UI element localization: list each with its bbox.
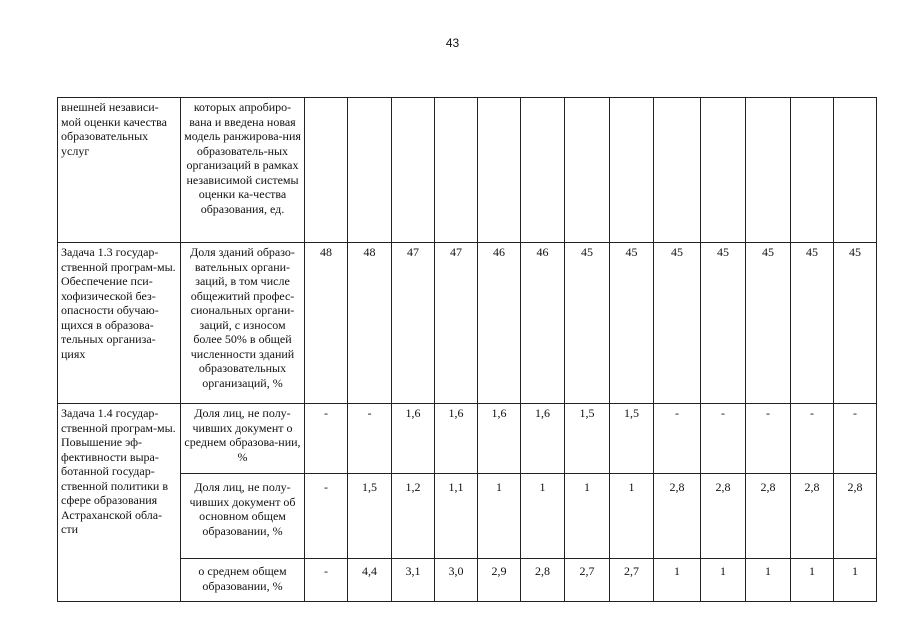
value-cell: 47 [392, 243, 435, 404]
value-cell: 48 [348, 243, 392, 404]
value-cell [654, 98, 701, 243]
value-cell [834, 98, 877, 243]
value-cell: 3,1 [392, 559, 435, 602]
value-cell: - [348, 404, 392, 474]
table-row [58, 474, 877, 559]
value-cell: - [834, 404, 877, 474]
task-cell: внешней независи-мой оценки качества образовательных услуг [58, 98, 181, 243]
value-cell: 2,8 [791, 474, 834, 559]
value-cell [610, 98, 654, 243]
value-cell: 47 [435, 243, 478, 404]
value-cell: - [746, 404, 791, 474]
indicators-table [57, 97, 877, 602]
value-cell: 2,8 [834, 474, 877, 559]
value-cell: 1 [701, 559, 746, 602]
table-row [58, 559, 877, 602]
value-cell: 48 [305, 243, 348, 404]
value-cell: 2,7 [565, 559, 610, 602]
value-cell: 1 [791, 559, 834, 602]
value-cell: 1,5 [565, 404, 610, 474]
value-cell: 1,6 [392, 404, 435, 474]
value-cell [701, 98, 746, 243]
value-cell: 1,1 [435, 474, 478, 559]
value-cell: 1,2 [392, 474, 435, 559]
value-cell: - [654, 404, 701, 474]
value-cell: 1 [565, 474, 610, 559]
value-cell: 1,5 [610, 404, 654, 474]
value-cell: 2,8 [746, 474, 791, 559]
indicator-cell: Доля зданий образо-вательных органи-заций, в том числе общежитий профес-сиональных органи-заций, с износом более 50% в общей численности зданий образовательных организаций, % [181, 243, 305, 404]
value-cell [348, 98, 392, 243]
value-cell: - [305, 404, 348, 474]
table-row [58, 404, 877, 474]
value-cell: 1,5 [348, 474, 392, 559]
indicator-cell: о среднем общем образовании, % [181, 559, 305, 602]
value-cell: 45 [565, 243, 610, 404]
value-cell: 1 [746, 559, 791, 602]
task-cell: Задача 1.4 государ-ственной програм-мы. Повышение эф-фективности выра-ботанной государ-ственной политики в сфере образования Астраханской обла-сти [58, 404, 181, 602]
value-cell: 45 [701, 243, 746, 404]
value-cell: 2,9 [478, 559, 521, 602]
indicator-cell: которых апробиро-вана и введена новая модель ранжирова-ния образователь-ных организаций в рамках независимой системы оценки ка-чества образования, ед. [181, 98, 305, 243]
value-cell [791, 98, 834, 243]
value-cell: 1 [610, 474, 654, 559]
value-cell: 1 [834, 559, 877, 602]
value-cell: 45 [610, 243, 654, 404]
value-cell: 46 [521, 243, 565, 404]
value-cell: 45 [834, 243, 877, 404]
value-cell: 1,6 [521, 404, 565, 474]
value-cell: 3,0 [435, 559, 478, 602]
indicator-cell: Доля лиц, не полу-чивших документ об основном общем образовании, % [181, 474, 305, 559]
value-cell: 1,6 [478, 404, 521, 474]
value-cell [746, 98, 791, 243]
table-row [58, 98, 877, 243]
value-cell: 45 [791, 243, 834, 404]
task-cell: Задача 1.3 государ-ственной програм-мы. Обеспечение пси-хофизической без-опасности обучаю-щихся в образова-тельных организа-циях [58, 243, 181, 404]
value-cell: 2,8 [701, 474, 746, 559]
value-cell: 1 [521, 474, 565, 559]
value-cell: 1,6 [435, 404, 478, 474]
indicator-cell: Доля лиц, не полу-чивших документ о среднем образова-нии, % [181, 404, 305, 474]
value-cell: 2,7 [610, 559, 654, 602]
value-cell: 45 [654, 243, 701, 404]
page-number: 43 [445, 36, 460, 50]
value-cell: 2,8 [521, 559, 565, 602]
value-cell [565, 98, 610, 243]
value-cell [305, 98, 348, 243]
value-cell: 45 [746, 243, 791, 404]
value-cell [478, 98, 521, 243]
value-cell: 1 [654, 559, 701, 602]
table-row [58, 243, 877, 404]
value-cell [392, 98, 435, 243]
value-cell: - [305, 474, 348, 559]
value-cell [435, 98, 478, 243]
value-cell: - [791, 404, 834, 474]
value-cell: 46 [478, 243, 521, 404]
value-cell: - [701, 404, 746, 474]
value-cell: 4,4 [348, 559, 392, 602]
value-cell: - [305, 559, 348, 602]
value-cell: 1 [478, 474, 521, 559]
value-cell: 2,8 [654, 474, 701, 559]
value-cell [521, 98, 565, 243]
